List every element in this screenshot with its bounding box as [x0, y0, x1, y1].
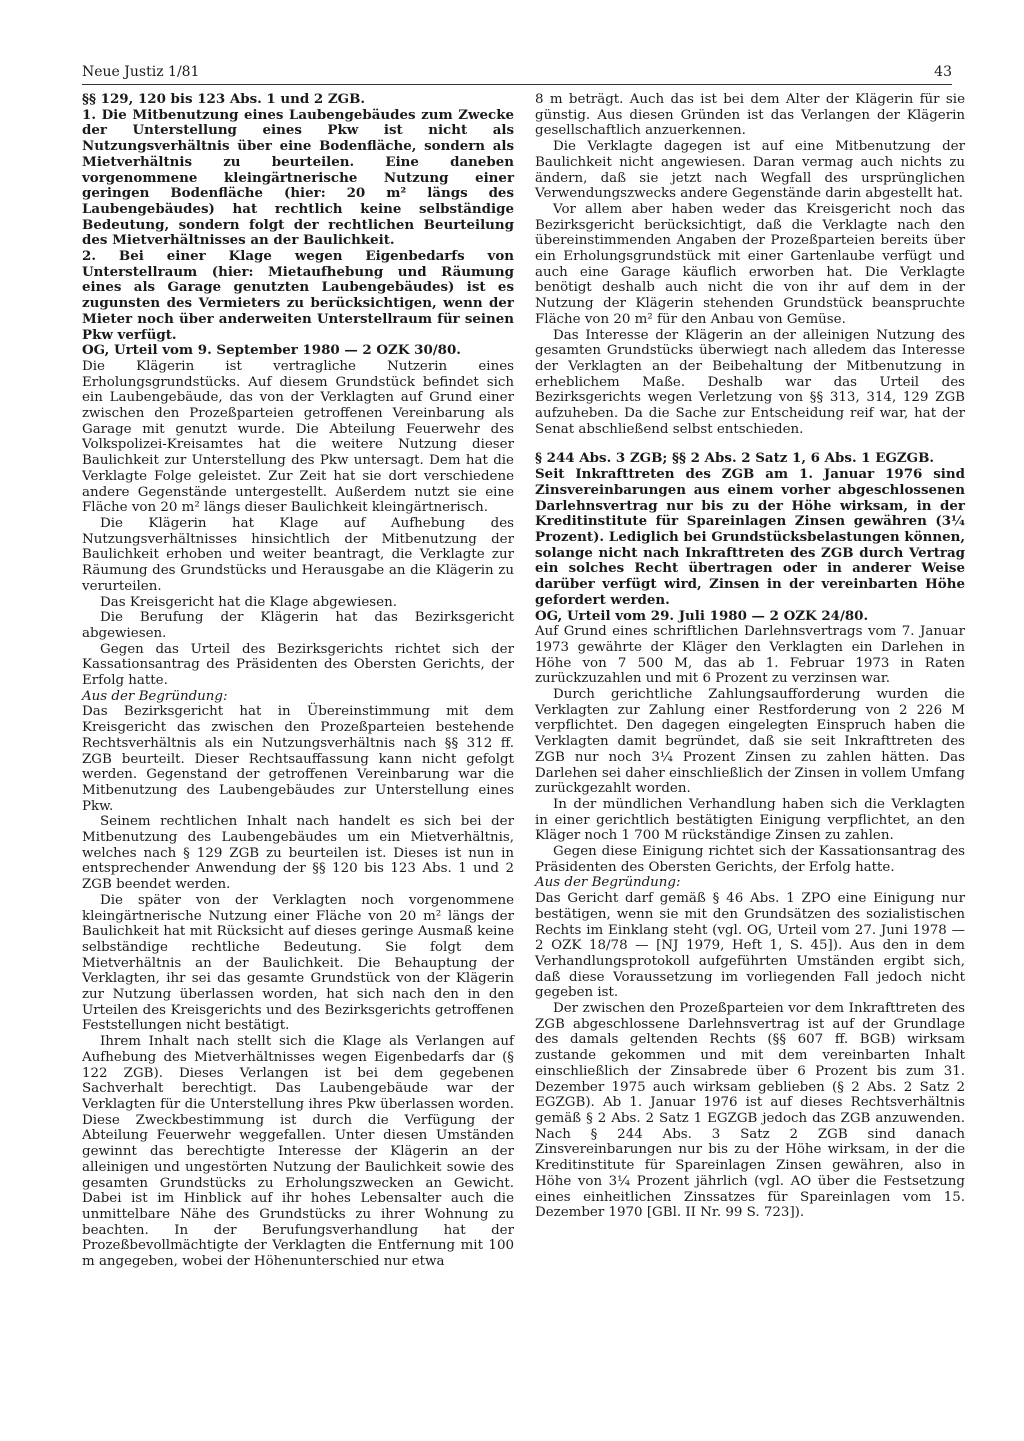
body-paragraph: Die Klägerin ist vertragliche Nutzerin eines Erholungsgrundstücks. Auf diesem Grundstück befindet sich ein Laubengebäude, das von der Verklagten auf Grund einer zwischen den Prozeßparteien getroffenen Vereinbarung als Garage mit genutzt wurde. Die Abteilung Feuerwehr des Volkspolizei-Kreisamtes hat die weitere Nutzung dieser Baulichkeit zur Unterstellung des Pkw untersagt. Dem hat die Verklagte Folge geleistet. Zur Zeit hat sie dort verschiedene andere Gegenstände untergestellt. Außerdem nutzt sie eine Fläche von 20 m² längs dieser Baulichkeit kleingärtnerisch. [82, 358, 514, 516]
court-citation: OG, Urteil vom 9. September 1980 — 2 OZK 30/80. [82, 342, 461, 359]
left-column [82, 92, 514, 1270]
page-number: 43 [934, 64, 952, 80]
body-paragraph: Das Interesse der Klägerin an der alleinigen Nutzung des gesamten Grundstücks überwiegt nach alledem das Interesse der Verklagten an der Beibehaltung der Mitbenutzung in erheblichem Maße. Deshalb war das Urteil des Bezirksgerichts wegen Verletzung von §§ 313, 314, 129 ZGB aufzuheben. Da die Sache zur Entscheidung reif war, hat der Senat abschließend selbst entschieden. [535, 327, 965, 437]
body-paragraph: Die später von der Verklagten noch vorgenommene kleingärtnerische Nutzung einer Fläche von 20 m² längs der Baulichkeit hat mit Rücksicht auf dieses geringe Ausmaß keine selbständige rechtliche Bedeutung. Sie folgt dem Mietverhältnis an der Baulichkeit. Die Behauptung der Verklagten, ihr sei das gesamte Grundstück von der Klägerin zur Nutzung überlassen worden, hat sich nach den in den Urteilen des Kreisgerichts und des Bezirksgerichts getroffenen Feststellungen nicht bestätigt. [82, 892, 514, 1034]
section-subheading: Aus der Begründung: [82, 688, 228, 704]
section-subheading: Aus der Begründung: [535, 875, 681, 891]
court-citation: OG, Urteil vom 29. Juli 1980 — 2 OZK 24/80. [535, 607, 869, 624]
body-paragraph: In der mündlichen Verhandlung haben sich die Verklagten in einer gerichtlich bestätigten Einigung verpflichtet, an den Kläger noch 1 700 M rückständige Zinsen zu zahlen. [535, 796, 965, 844]
headnote-2: 2. Bei einer Klage wegen Eigenbedarfs von Unterstellraum (hier: Mietaufhebung und Räumung eines als Garage genutzten Laubengebäudes) ist es zugunsten des Vermieters zu berücksichtigen, wenn der Mieter noch über anderweiten Unterstellraum für seinen Pkw verfügt. [82, 248, 514, 343]
journal-title: Neue Justiz 1/81 [82, 64, 200, 80]
body-paragraph: Das Kreisgericht hat die Klage abgewiesen. [100, 594, 397, 610]
legal-reference: §§ 129, 120 bis 123 Abs. 1 und 2 ZGB. [82, 91, 366, 107]
body-paragraph: 8 m beträgt. Auch das ist bei dem Alter der Klägerin für sie günstig. Aus diesen Gründen ist das Verlangen der Klägerin gesellschaftlich anzuerkennen. [535, 92, 965, 139]
body-paragraph: Das Bezirksgericht hat in Übereinstimmung mit dem Kreisgericht das zwischen den Prozeßparteien bestehende Rechtsverhältnis als ein Nutzungsverhältnis nach §§ 312 ff. ZGB beurteilt. Dieser Rechtsauffassung kann nicht gefolgt werden. Gegenstand der getroffenen Vereinbarung war die Mitbenutzung des Laubengebäudes zur Unterstellung eines Pkw. [82, 704, 514, 814]
body-paragraph: Vor allem aber haben weder das Kreisgericht noch das Bezirksgericht berücksichtigt, daß die Verklagte nach den übereinstimmenden Angaben der Prozeßparteien bereits über ein Erholungsgrundstück mit einer Gartenlaube verfügt und auch eine Garage käuflich erworben hat. Die Verklagte benötigt deshalb auch nicht die von ihr auf dem in der Nutzung der Klägerin stehenden Grundstück beanspruchte Fläche von 20 m² für den Anbau von Gemüse. [535, 201, 965, 327]
headnote-1: 1. Die Mitbenutzung eines Laubengebäudes zum Zwecke der Unterstellung eines Pkw ist nicht als Nutzungsverhältnis über eine Bodenfläche, sondern als Mietverhältnis zu beurteilen. Eine daneben vorgenommene kleingärtnerische Nutzung einer geringen Bodenfläche (hier: 20 m² längs des Laubengebäudes) hat rechtlich keine selbständige Bedeutung, sondern folgt der rechtlichen Beurteilung des Mietverhältnisses an der Baulichkeit. [82, 106, 514, 249]
body-paragraph: Auf Grund eines schriftlichen Darlehnsvertrags vom 7. Januar 1973 gewährte der Kläger den Verklagten ein Darlehen in Höhe von 7 500 M, das ab 1. Februar 1973 in Raten zurückzuzahlen und mit 6 Prozent zu verzinsen war. [535, 624, 965, 687]
body-paragraph: Durch gerichtliche Zahlungsaufforderung wurden die Verklagten zur Zahlung einer Restforderung von 2 226 M verpflichtet. Den dagegen eingelegten Einspruch haben die Verklagten damit begründet, daß sie seit Inkrafttreten des ZGB nur noch 3¼ Prozent Zinsen zu zahlen hätten. Das Darlehen sei daher einschließlich der Zinsen in vollem Umfang zurückgezahlt worden. [535, 687, 965, 797]
legal-reference: § 244 Abs. 3 ZGB; §§ 2 Abs. 2 Satz 1, 6 Abs. 1 EGZGB. [535, 450, 935, 467]
right-column [535, 92, 965, 1221]
body-paragraph: Die Berufung der Klägerin hat das Bezirksgericht abgewiesen. [82, 610, 514, 641]
body-paragraph: Seinem rechtlichen Inhalt nach handelt es sich bei der Mitbenutzung des Laubengebäudes um ein Mietverhältnis, welches nach § 129 ZGB zu beurteilen ist. Dieses ist nun in entsprechender Anwendung der §§ 120 bis 123 Abs. 1 und 2 ZGB beendet werden. [82, 814, 514, 893]
page-header [82, 60, 952, 85]
body-paragraph: Die Klägerin hat Klage auf Aufhebung des Nutzungsverhältnisses hinsichtlich der Mitbenutzung der Baulichkeit erhoben und weiter beantragt, die Verklagte zur Räumung des Grundstücks und Herausgabe an die Klägerin zu verurteilen. [82, 515, 514, 594]
body-paragraph: Das Gericht darf gemäß § 46 Abs. 1 ZPO eine Einigung nur bestätigen, wenn sie mit den Grundsätzen des sozialistischen Rechts im Einklang steht (vgl. OG, Urteil vom 27. Juni 1978 — 2 OZK 18/78 — [NJ 1979, Heft 1, S. 45]). Aus den in dem Verhandlungsprotokoll aufgeführten Umständen ergibt sich, daß diese Voraussetzung im vorliegenden Fall jedoch nicht gegeben ist. [535, 891, 965, 1001]
body-paragraph: Die Verklagte dagegen ist auf eine Mitbenutzung der Baulichkeit nicht angewiesen. Daran vermag auch nichts zu ändern, daß sie jetzt nach Wegfall des ursprünglichen Verwendungszwecks andere Gegenstände darin abgestellt hat. [535, 139, 965, 202]
headnote: Seit Inkrafttreten des ZGB am 1. Januar 1976 sind Zinsvereinbarungen aus einem vorher abgeschlossenen Darlehnsvertrag nur bis zu der Höhe wirksam, in der Kreditinstitute für Spareinlagen Zinsen gewähren (3¼ Prozent). Lediglich bei Grundstücksbelastungen können, solange nicht nach Inkrafttreten des ZGB durch Vertrag ein solches Recht übertragen oder in anderer Weise darüber verfügt wird, Zinsen in der vereinbarten Höhe gefordert werden. [535, 466, 965, 608]
body-paragraph: Der zwischen den Prozeßparteien vor dem Inkrafttreten des ZGB abgeschlossene Darlehnsvertrag ist auf der Grundlage des damals geltenden Rechts (§§ 607 ff. BGB) wirksam zustande gekommen und mit dem vereinbarten Inhalt einschließlich der Zinsabrede über 6 Prozent bis zum 31. Dezember 1975 auch wirksam geblieben (§ 2 Abs. 2 Satz 2 EGZGB). Ab 1. Januar 1976 ist auf dieses Rechtsverhältnis gemäß § 2 Abs. 2 Satz 1 EGZGB jedoch das ZGB anzuwenden. Nach § 244 Abs. 3 Satz 2 ZGB sind danach Zinsvereinbarungen nur bis zu der Höhe wirksam, in der die Kreditinstitute für Spareinlagen Zinsen gewähren, also in Höhe von 3¼ Prozent jährlich (vgl. AO über die Festsetzung eines einheitlichen Zinssatzes für Spareinlagen vom 15. Dezember 1970 [GBl. II Nr. 99 S. 723]). [535, 1001, 965, 1221]
body-paragraph: Gegen diese Einigung richtet sich der Kassationsantrag des Präsidenten des Obersten Gerichts, der Erfolg hatte. [535, 844, 965, 875]
section-gap [535, 437, 965, 451]
body-paragraph: Gegen das Urteil des Bezirksgerichts richtet sich der Kassationsantrag des Präsidenten des Obersten Gerichts, der Erfolg hatte. [82, 641, 514, 689]
body-paragraph: Ihrem Inhalt nach stellt sich die Klage als Verlangen auf Aufhebung des Mietverhältnisses wegen Eigenbedarfs dar (§ 122 ZGB). Dieses Verlangen ist bei dem gegebenen Sachverhalt berechtigt. Das Laubengebäude war der Verklagten für die Unterstellung ihres Pkw überlassen worden. Diese Zweckbestimmung ist durch die Verfügung der Abteilung Feuerwehr weggefallen. Unter diesen Umständen gewinnt das berechtigte Interesse der Klägerin an der alleinigen und ungestörten Nutzung der Baulichkeit sowie des gesamten Grundstücks zu Erholungszwecken an Gewicht. Dabei ist im Hinblick auf ihr hohes Lebensalter auch die unmittelbare Nähe des Grundstücks zu ihrer Wohnung zu beachten. In der Berufungsverhandlung hat der Prozeßbevollmächtigte der Verklagten die Entfernung mit 100 m angegeben, wobei der Höhenunterschied nur etwa [82, 1034, 514, 1270]
